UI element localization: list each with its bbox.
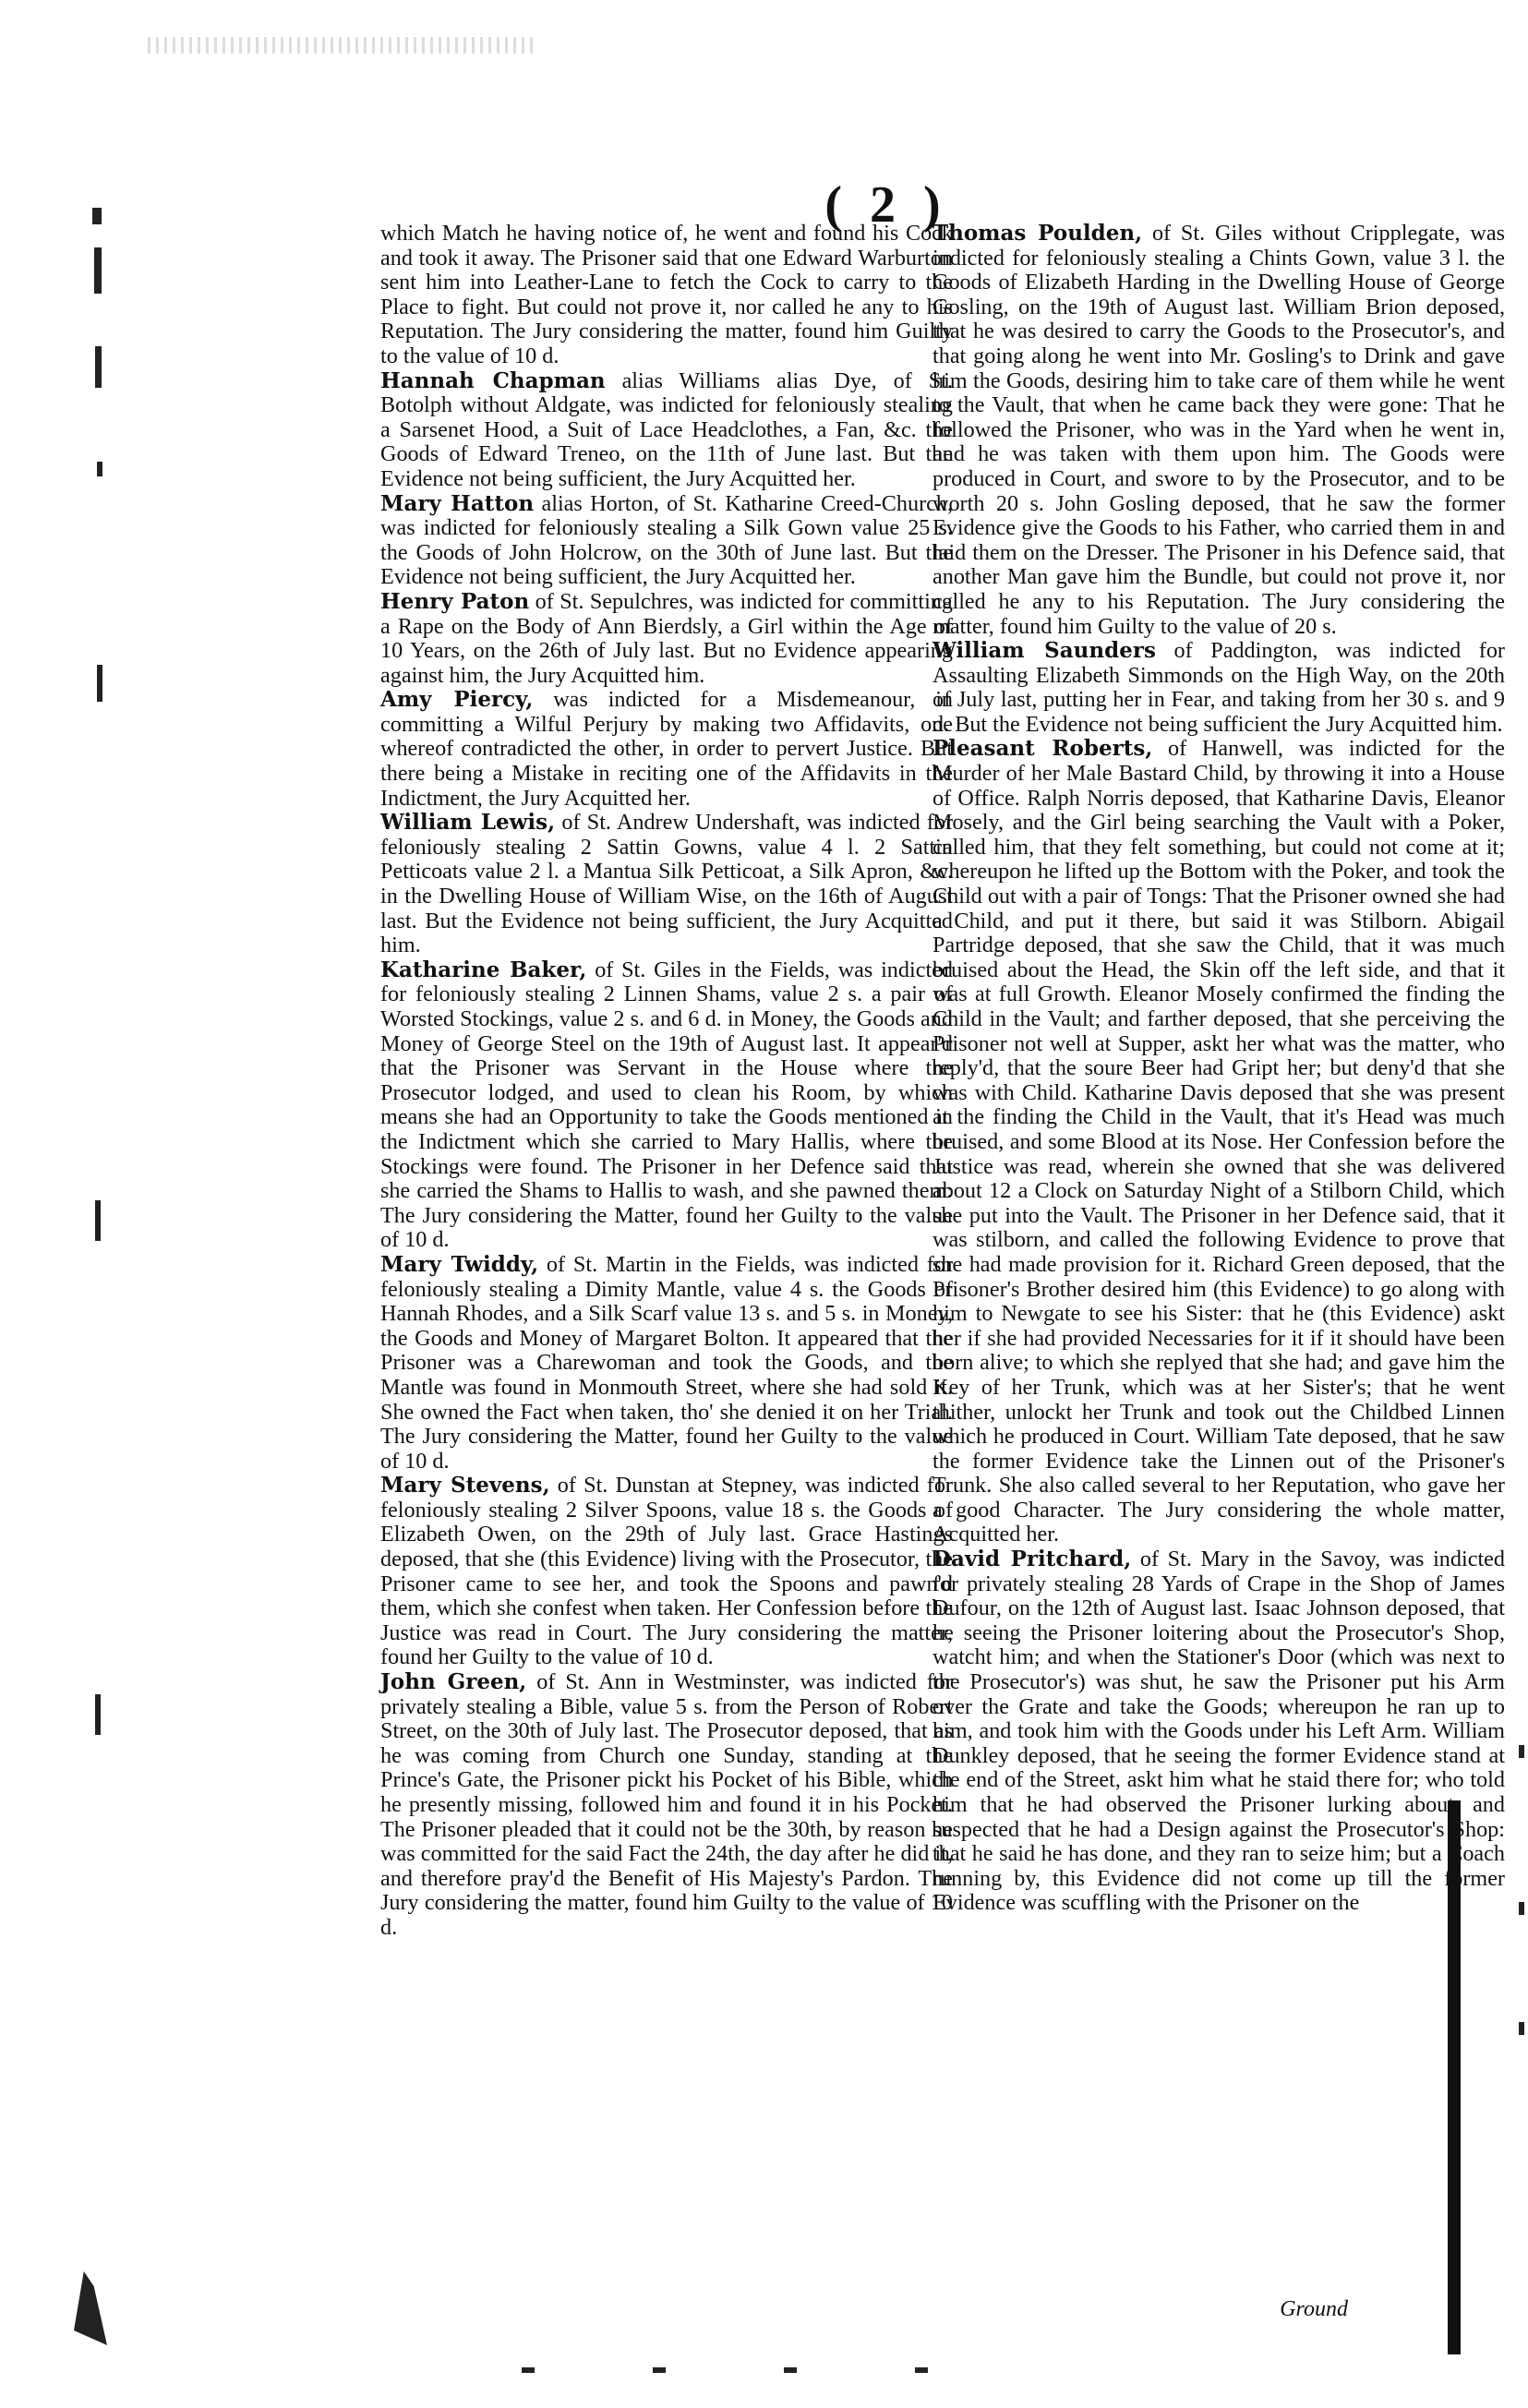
entry-text: of St. Dunstan at Stepney, was indicted for feloniously stealing 2 Silver Spoons, value 18 s. the Goods of Elizabeth Owen, on the 29th of July last. Grace Hastings deposed, that she (this Evidence) living with the Prosecutor, the Prisoner came to see her, and took the Spoons and pawn'd them, which she confest when taken. Her Confession before the Justice was read in Court. The Jury considering the matter, found her Guilty to the value of 10 d. [380,1473,953,1670]
entry-paragraph [932,737,1505,1547]
bottom-mark [784,2367,797,2373]
entry-text: of St. Mary in the Savoy, was indicted for privately stealing 28 Yards of Crape in the Shop of James Dufour, on the 12th of August last. Isaac Johnson deposed, that he seeing the Prisoner loitering about the Prosecutor's Shop, watcht him; and when the Stationer's Door (which was next to the Prosecutor's) was shut, he saw the Prisoner put his Arm over the Grate and take the Goods; whereupon he ran up to him, and took him with the Goods under his Left Arm. William Dunkley deposed, that he seeing the former Evidence stand at the end of the Street, askt him what he staid there for; who told him that he had observed the Prisoner lurking about, and suspected that he had a Design against the Prosecutor's Shop: that he said he has done, and they ran to seize him; but a Coach running by, this Evidence did not come up till the former Evidence was scuffling with the Prisoner on the [932,1547,1505,1916]
margin-mark [97,665,102,702]
margin-mark [1519,2022,1524,2035]
margin-mark [95,1200,101,1241]
entry-name: Hannah Chapman [380,367,606,393]
entry-paragraph [380,492,953,590]
bottom-marks [522,2366,928,2375]
entry-name: William Saunders [932,638,1156,664]
entry-paragraph [380,1474,953,1670]
scan-edge-top [148,37,535,54]
catchword: Ground [1280,2297,1348,2321]
margin-mark [95,346,102,388]
right-column [932,222,1505,1916]
margin-mark [92,208,102,224]
entry-text: of St. Ann in Westminster, was indicted for privately stealing a Bible, value 5 s. from the Person of Robert Street, on the 30th of July last. The Prosecutor deposed, that as he was coming from Church one Sunday, standing at the Prince's Gate, the Prisoner pickt his Pocket of his Bible, which he presently missing, followed him and found it in his Pocket. The Prisoner pleaded that it could not be the 30th, by reason he was committed for the said Fact the 24th, the day after he did it, and therefore pray'd the Benefit of His Majesty's Pardon. The Jury considering the matter, found him Guilty to the value of 10 d. [380,1669,953,1940]
entry-name: Pleasant Roberts, [932,736,1153,762]
entry-paragraph [380,958,953,1253]
entry-text: of Hanwell, was indicted for the Murder of her Male Bastard Child, by throwing it into a House of Office. Ralph Norris deposed, that Katharine Davis, Eleanor Mosely, and the Girl being searching the Vault with a Poker, called him, that they felt something, but could not come at it; whereupon he lifted up the Bottom with the Poker, and took the Child out with a pair of Tongs: That the Prisoner owned she had a Child, and put it there, but said it was Stilborn. Abigail Partridge deposed, that she saw the Child, that it was much bruised about the Head, the Skin off the left side, and that it was at full Growth. Eleanor Mosely confirmed the finding the Child in the Vault; and farther deposed, that she perceiving the Prisoner not well at Supper, askt her what was the matter, who reply'd, that the soure Beer had Gript her; but deny'd that she was with Child. Katharine Davis deposed that she was present at the finding the Child in the Vault, that it's Head was much bruised, and some Blood at its Nose. Her Confession before the Justice was read, wherein she owned that she was delivered about 12 a Clock on Saturday Night of a Stilborn Child, which she put into the Vault. The Prisoner in her Defence said, that it was stilborn, and called the following Evidence to prove that she had made provision for it. Richard Green deposed, that the Prisoner's Brother desired him (this Evidence) to go along with him to Newgate to see his Sister: that he (this Evidence) askt her if she had provided Necessaries for it if it should have been born alive; to which she replyed that she had; and gave him the Key of her Trunk, which was at her Sister's; that he went thither, unlockt her Trunk and took out the Childbed Linnen which he produced in Court. William Tate deposed, that he saw the former Evidence take the Linnen out of the Prisoner's Trunk. She also called several to her Reputation, who gave her a good Character. The Jury considering the whole matter, Acquitted her. [932,736,1505,1547]
entry-name: Mary Twiddy, [380,1251,539,1277]
page-number: ( 2 ) [824,176,948,234]
entry-paragraph [380,222,953,369]
entry-text: alias Williams alias Dye, of St. Botolph without Aldgate, was indicted for feloniously stealing a Sarsenet Hood, a Suit of Lace Headclothes, a Fan, &c. the Goods of Edward Treneo, on the 11th of June last. But the Evidence not being sufficient, the Jury Acquitted her. [380,367,954,491]
entry-paragraph [380,811,953,958]
bottom-mark [653,2367,666,2373]
entry-paragraph [380,590,953,688]
entry-name: William Lewis, [380,810,556,836]
entry-name: Mary Stevens, [380,1473,550,1499]
entry-paragraph [932,639,1505,737]
entry-text: of St. Giles in the Fields, was indicted for feloniously stealing 2 Linnen Shams, value 2 s. a pair of Worsted Stockings, value 2 s. and 6 d. in Money, the Goods and Money of George Steel on the 19th of August last. It appear'd that the Prisoner was Servant in the House where the Prosecutor lodged, and used to clean his Room, by which means she had an Opportunity to take the Goods mentioned in the Indictment which she carried to Mary Hallis, where the Stockings were found. The Prisoner in her Defence said that she carried the Shams to Hallis to wash, and she pawned them: The Jury considering the Matter, found her Guilty to the value of 10 d. [380,957,953,1253]
entry-paragraph [380,1253,953,1474]
left-column [380,222,953,1941]
entry-paragraph [380,688,953,811]
margin-mark [95,1694,101,1735]
margin-mark [1519,1902,1524,1915]
entry-name: John Green, [380,1669,527,1695]
entry-paragraph [932,222,1505,639]
bottom-mark [522,2367,535,2373]
entry-name: David Pritchard, [932,1547,1132,1572]
entry-name: Katharine Baker, [380,957,587,982]
margin-mark [1519,1745,1524,1758]
entry-name: Mary Hatton [380,490,535,516]
entry-text: of St. Giles without Cripplegate, was indicted for feloniously stealing a Chints Gown, value 3 l. the Goods of Elizabeth Harding in the Dwelling House of George Gosling, on the 19th of August last. William Brion deposed, that he was desired to carry the Goods to the Prosecutor's, and that going along he went into Mr. Gosling's to Drink and gave him the Goods, desiring him to take care of them while he went to the Vault, that when he came back they were gone: That he followed the Prisoner, who was in the Yard when he went in, and he was taken with them upon him. The Goods were produced in Court, and swore to by the Prosecutor, and to be worth 20 s. John Gosling deposed, that he saw the former Evidence give the Goods to his Father, who carried them in and laid them on the Dresser. The Prisoner in his Defence said, that another Man gave him the Bundle, but could not prove it, nor called he any to his Reputation. The Jury considering the matter, found him Guilty to the value of 20 s. [932,221,1505,639]
entry-text: of St. Martin in the Fields, was indicted for feloniously stealing a Dimity Mantle, value 4 s. the Goods of Hannah Rhodes, and a Silk Scarf value 13 s. and 5 s. in Money, the Goods and Money of Margaret Bolton. It appeared that the Prisoner was a Charewoman and took the Goods, and the Mantle was found in Monmouth Street, where she had sold it. She owned the Fact when taken, tho' she denied it on her Trial. The Jury considering the Matter, found her Guilty to the value of 10 d. [380,1251,953,1474]
entry-text: of Paddington, was indicted for Assaulting Elizabeth Simmonds on the High Way, on the 20th of July last, putting her in Fear, and taking from her 30 s. and 9 d. But the Evidence not being sufficient the Jury Acquitted him. [932,638,1505,737]
entry-name: Henry Paton [380,588,530,614]
entry-text: of St. Sepulchres, was indicted for committing a Rape on the Body of Ann Bierdsly, a Girl within the Age of 10 Years, on the 26th of July last. But no Evidence appearing against him, the Jury Acquitted him. [380,588,953,688]
entry-text: of St. Andrew Undershaft, was indicted for feloniously stealing 2 Sattin Gowns, value 4 l. 2 Sattin Petticoats value 2 l. a Mantua Silk Petticoat, a Silk Apron, &c. in the Dwelling House of William Wise, on the 16th of August last. But the Evidence not being sufficient, the Jury Acquitted him. [380,810,954,958]
entry-paragraph [380,369,953,492]
ink-blot [74,2271,107,2345]
entry-paragraph [380,1670,953,1941]
margin-mark [97,462,102,476]
margin-mark [94,247,102,294]
bottom-mark [915,2367,928,2373]
entry-text: alias Horton, of St. Katharine Creed-Church, was indicted for feloniously stealing a Silk Gown value 25 s. the Goods of John Holcrow, on the 30th of June last. But the Evidence not being sufficient, the Jury Acquitted her. [380,490,953,590]
entry-paragraph [932,1547,1505,1916]
entry-name: Amy Piercy, [380,687,534,713]
entry-name: Thomas Poulden, [932,221,1143,246]
entry-text: which Match he having notice of, he went and found his Cock and took it away. The Prisoner said that one Edward Warburton sent him into Leather-Lane to fetch the Cock to carry to the Place to fight. But could not prove it, nor called he any to his Reputation. The Jury considering the matter, found him Guilty to the value of 10 d. [380,221,953,368]
entry-text: was indicted for a Misdemeanour, in committing a Wilful Perjury by making two Affidavits, one whereof contradicted the other, in order to pervert Justice. But there being a Mistake in reciting one of the Affidavits in the Indictment, the Jury Acquitted her. [380,687,954,811]
